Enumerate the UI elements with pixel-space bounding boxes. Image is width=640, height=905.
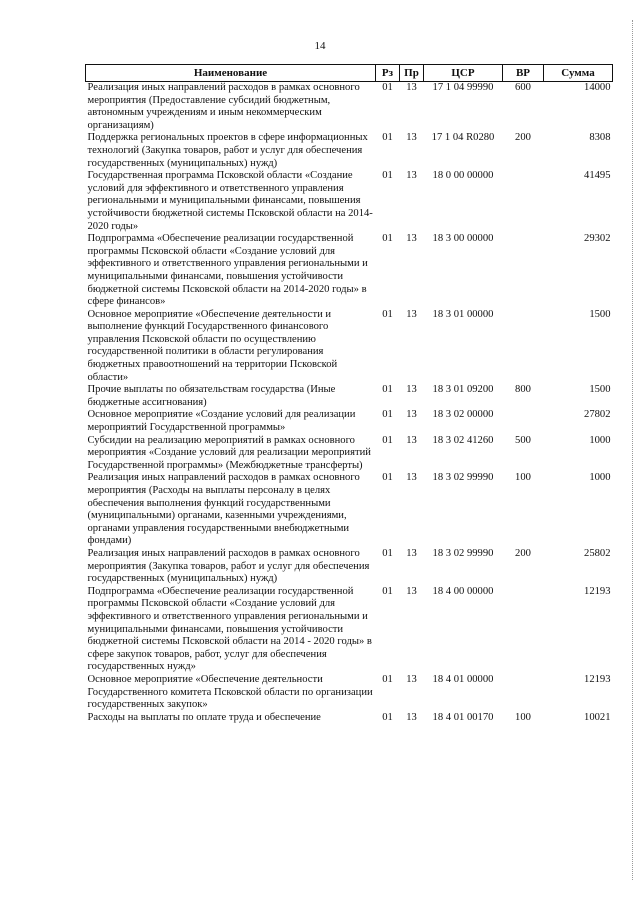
cell-name: Поддержка региональных проектов в сфере информационных технологий (Закупка товаров, работ и услуг для обеспечения государственных (муниципальных) нужд) [87, 132, 368, 169]
cell-name: Основное мероприятие «Создание условий для реализации мероприятий Государственной программы» [87, 409, 356, 434]
cell-pr: 13 [406, 82, 417, 93]
cell-pr: 13 [406, 170, 417, 182]
cell-csr: 18 3 01 00000 [432, 308, 494, 320]
table-row [86, 233, 613, 309]
cell-sum: 1500 [589, 308, 611, 320]
cell-pr: 13 [406, 472, 417, 484]
cell-pr: 13 [406, 409, 417, 421]
scan-edge-marks [632, 20, 636, 880]
cell-rz: 01 [382, 82, 393, 93]
table-row [86, 309, 613, 385]
budget-table-container [85, 64, 612, 724]
cell-name: Основное мероприятие «Обеспечение деятельности и выполнение функций Государственного финансового управления Псковской области по осуществлению государственной политики в области регулирования бюджетных правоотношений на территории Псковской области» [87, 308, 338, 383]
header-sum: Сумма [544, 65, 613, 82]
cell-sum: 25802 [584, 547, 611, 559]
cell-vr: 200 [515, 547, 531, 559]
header-rz: Рз [376, 65, 400, 82]
table-row [86, 586, 613, 674]
cell-csr: 18 0 00 00000 [432, 170, 494, 182]
cell-vr: 600 [515, 82, 531, 93]
table-row [86, 132, 613, 170]
cell-pr: 13 [406, 434, 417, 446]
cell-vr [503, 170, 544, 233]
cell-csr: 18 3 02 99990 [432, 472, 494, 484]
cell-pr: 13 [406, 384, 417, 396]
cell-vr [503, 586, 544, 674]
table-row [86, 472, 613, 548]
cell-sum: 27802 [584, 409, 611, 421]
cell-name: Субсидии на реализацию мероприятий в рамках основного мероприятия «Создание условий для реализации мероприятий Государственной программы» (Межбюджетные трансферты) [87, 434, 371, 471]
cell-csr: 17 1 04 R0280 [431, 132, 495, 144]
cell-name: Основное мероприятие «Обеспечение деятельности Государственного комитета Псковской области по организации государственных закупок» [87, 673, 373, 711]
cell-name: Расходы на выплаты по оплате труда и обеспечение [87, 711, 321, 723]
header-name: Наименование [86, 65, 376, 82]
cell-pr: 13 [406, 547, 417, 559]
cell-rz: 01 [382, 472, 393, 484]
cell-sum: 12193 [584, 585, 611, 597]
header-vr: ВР [503, 65, 544, 82]
cell-name: Реализация иных направлений расходов в рамках основного мероприятия (Расходы на выплаты персоналу в целях обеспечения выполнения функций государственными (муниципальными) органами, казенными учреждениями, органами управления государственными внебюджетными фондами) [87, 472, 360, 547]
cell-name: Подпрограмма «Обеспечение реализации государственной программы Псковской области «Создание условий для эффективного и ответственного управления региональными и муниципальными финансами, повышения устойчивости бюджетной системы Псковской области на 2014 - 2020 годы» в сфере закупок товаров, работ, услуг для обеспечения государственных нужд» [87, 585, 372, 673]
cell-pr: 13 [406, 585, 417, 597]
header-pr: Пр [400, 65, 424, 82]
cell-vr [503, 309, 544, 385]
cell-vr: 200 [515, 132, 531, 144]
cell-sum: 12193 [584, 673, 611, 685]
cell-rz: 01 [382, 170, 393, 182]
cell-name: Государственная программа Псковской области «Создание условий для эффективного и ответственного управления региональными и муниципальными финансами, повышения устойчивости бюджетной системы Псковской области на 2014-2020 годы» [87, 170, 373, 232]
cell-csr: 18 3 02 00000 [432, 409, 494, 421]
table-row [86, 435, 613, 473]
cell-vr: 100 [515, 472, 531, 484]
cell-csr: 18 3 02 99990 [432, 547, 494, 559]
cell-sum: 14000 [584, 82, 611, 93]
table-row [86, 674, 613, 712]
cell-rz: 01 [382, 409, 393, 421]
table-row [86, 82, 613, 133]
table-row [86, 384, 613, 409]
cell-sum: 41495 [584, 170, 611, 182]
cell-pr: 13 [406, 233, 417, 245]
cell-pr: 13 [406, 673, 417, 685]
cell-vr [503, 233, 544, 309]
table-row [86, 548, 613, 586]
cell-csr: 18 4 00 00000 [432, 585, 494, 597]
cell-rz: 01 [382, 434, 393, 446]
page-number: 14 [314, 40, 326, 52]
cell-rz: 01 [382, 384, 393, 396]
header-csr: ЦСР [424, 65, 503, 82]
cell-rz: 01 [382, 233, 393, 245]
cell-csr: 17 1 04 99990 [432, 82, 494, 93]
cell-name: Подпрограмма «Обеспечение реализации государственной программы Псковской области «Создание условий для эффективного и ответственного управления региональными и муниципальными финансами, повышения устойчивости бюджетной системы Псковской области на 2014-2020 годы» в сфере финансов» [87, 233, 368, 308]
cell-sum: 29302 [584, 233, 611, 245]
cell-rz: 01 [382, 585, 393, 597]
cell-sum: 1000 [589, 434, 611, 446]
cell-pr: 13 [406, 711, 417, 723]
table-row [86, 712, 613, 725]
table-header-row [86, 65, 613, 82]
cell-csr: 18 3 02 41260 [432, 434, 494, 446]
table-body [86, 82, 613, 725]
cell-rz: 01 [382, 711, 393, 723]
cell-vr [503, 409, 544, 434]
table-row [86, 170, 613, 233]
cell-sum: 1500 [589, 384, 611, 396]
cell-csr: 18 4 01 00170 [432, 711, 494, 723]
cell-pr: 13 [406, 132, 417, 144]
cell-vr: 500 [515, 434, 531, 446]
cell-rz: 01 [382, 308, 393, 320]
cell-rz: 01 [382, 132, 393, 144]
cell-name: Реализация иных направлений расходов в рамках основного мероприятия (Закупка товаров, работ и услуг для обеспечения государственных (муниципальных) нужд) [87, 547, 370, 585]
cell-pr: 13 [406, 308, 417, 320]
cell-name: Реализация иных направлений расходов в рамках основного мероприятия (Предоставление субсидий бюджетным, автономным учреждениям и иным некоммерческим организациям) [87, 82, 360, 131]
cell-csr: 18 4 01 00000 [432, 673, 494, 685]
cell-rz: 01 [382, 673, 393, 685]
cell-csr: 18 3 00 00000 [432, 233, 494, 245]
cell-vr [503, 674, 544, 712]
cell-csr: 18 3 01 09200 [432, 384, 494, 396]
cell-name: Прочие выплаты по обязательствам государства (Иные бюджетные ассигнования) [87, 384, 336, 408]
cell-sum: 10021 [584, 711, 611, 723]
cell-vr: 800 [515, 384, 531, 396]
cell-sum: 1000 [589, 472, 611, 484]
cell-sum: 8308 [589, 132, 611, 144]
table-row [86, 409, 613, 434]
cell-rz: 01 [382, 547, 393, 559]
budget-table [85, 64, 613, 724]
cell-vr: 100 [515, 711, 531, 723]
